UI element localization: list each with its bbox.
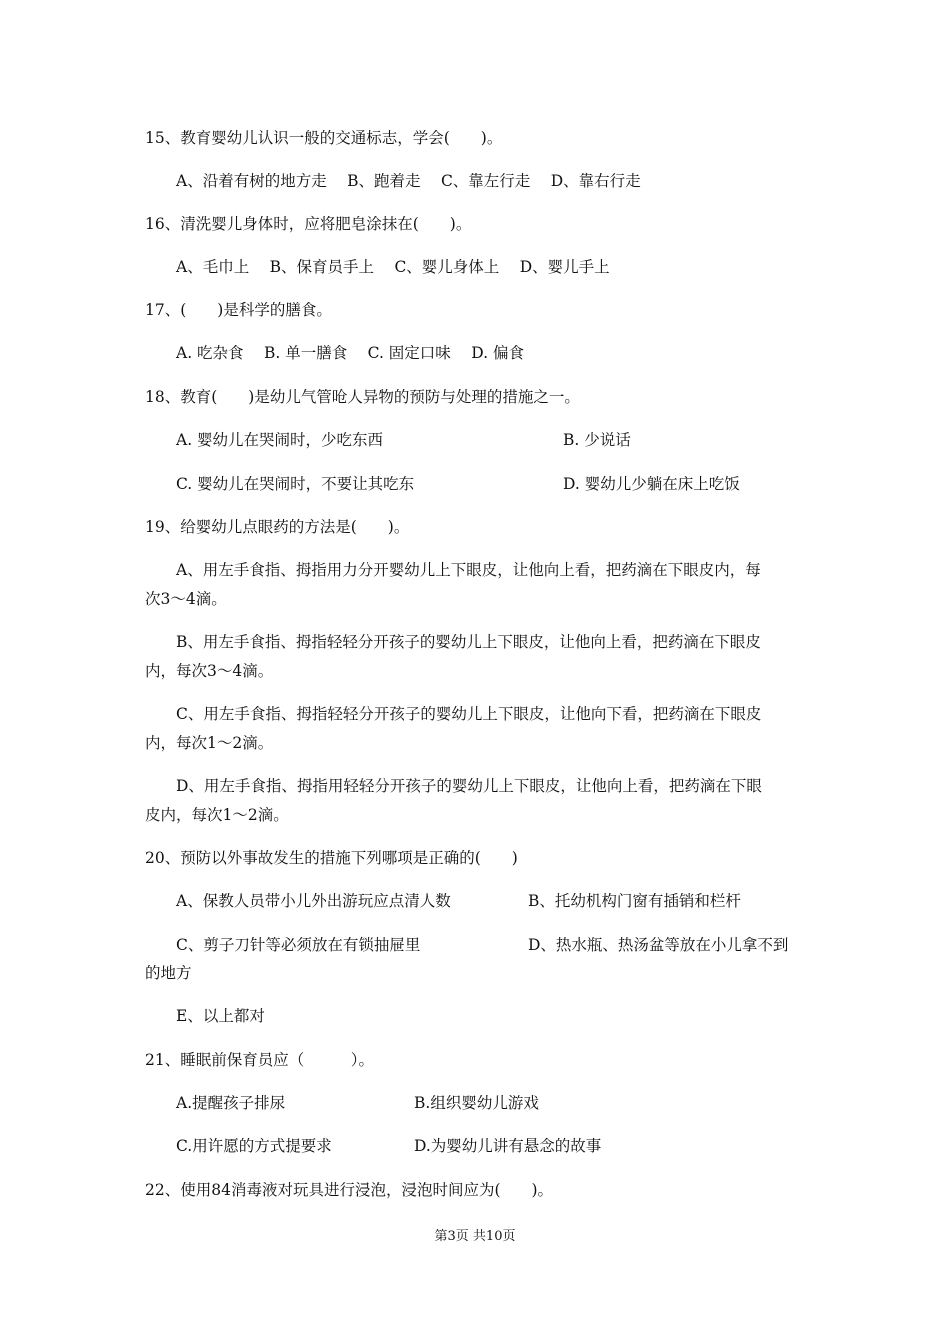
question-19-option-b-line2: 内，每次3～4滴。 xyxy=(145,662,274,680)
question-21-option-b: B.组织婴幼儿游戏 xyxy=(414,1094,539,1112)
question-19-option-c-line1: C、用左手食指、拇指轻轻分开孩子的婴幼儿上下眼皮，让他向下看，把药滴在下眼皮 xyxy=(176,705,762,723)
question-19-option-b-line1: B、用左手食指、拇指轻轻分开孩子的婴幼儿上下眼皮，让他向上看，把药滴在下眼皮 xyxy=(176,633,761,651)
question-18-option-c: C. 婴幼儿在哭闹时，不要让其吃东 xyxy=(176,475,415,493)
question-18-option-b: B. 少说话 xyxy=(563,431,631,449)
question-19-option-a-line1: A、用左手食指、拇指用力分开婴幼儿上下眼皮，让他向上看，把药滴在下眼皮内，每 xyxy=(176,561,761,579)
question-19-stem: 19、给婴幼儿点眼药的方法是( )。 xyxy=(145,518,410,536)
question-20-option-a: A、保教人员带小儿外出游玩应点清人数 xyxy=(176,892,451,910)
question-16-stem: 16、清洗婴儿身体时，应将肥皂涂抹在( )。 xyxy=(145,215,472,233)
question-15-stem: 15、教育婴幼儿认识一般的交通标志，学会( )。 xyxy=(145,129,503,147)
question-16-options: A、毛巾上 B、保育员手上 C、婴儿身体上 D、婴儿手上 xyxy=(176,258,610,276)
question-20-option-d-line2: 的地方 xyxy=(145,964,192,982)
question-21-option-d: D.为婴幼儿讲有悬念的故事 xyxy=(414,1137,602,1155)
question-17-options: A. 吃杂食 B. 单一膳食 C. 固定口味 D. 偏食 xyxy=(176,344,524,362)
question-18-option-d: D. 婴幼儿少躺在床上吃饭 xyxy=(563,475,740,493)
page-footer: 第3页 共10页 xyxy=(434,1229,516,1244)
question-18-option-a: A. 婴幼儿在哭闹时，少吃东西 xyxy=(176,431,384,449)
question-21-option-c: C.用许愿的方式提要求 xyxy=(176,1137,332,1155)
question-19-option-a-line2: 次3～4滴。 xyxy=(145,590,227,608)
question-19-option-d-line2: 皮内，每次1～2滴。 xyxy=(145,806,289,824)
question-15-options: A、沿着有树的地方走 B、跑着走 C、靠左行走 D、靠右行走 xyxy=(176,172,641,190)
question-21-option-a: A.提醒孩子排尿 xyxy=(176,1094,286,1112)
question-17-stem: 17、( )是科学的膳食。 xyxy=(145,301,332,319)
question-18-stem: 18、教育( )是幼儿气管呛人异物的预防与处理的措施之一。 xyxy=(145,388,580,406)
question-19-option-d-line1: D、用左手食指、拇指用轻轻分开孩子的婴幼儿上下眼皮，让他向上看，把药滴在下眼 xyxy=(176,777,762,795)
question-20-option-b: B、托幼机构门窗有插销和栏杆 xyxy=(528,892,741,910)
question-19-option-c-line2: 内，每次1～2滴。 xyxy=(145,734,274,752)
question-20-option-d-line1: D、热水瓶、热汤盆等放在小儿拿不到 xyxy=(528,936,789,954)
question-21-stem: 21、睡眠前保育员应（ ）。 xyxy=(145,1051,374,1069)
question-20-stem: 20、预防以外事故发生的措施下列哪项是正确的( ) xyxy=(145,849,518,867)
question-20-option-c: C、剪子刀针等必须放在有锁抽屉里 xyxy=(176,936,421,954)
question-20-option-e: E、以上都对 xyxy=(176,1007,265,1025)
question-22-stem: 22、使用84消毒液对玩具进行浸泡，浸泡时间应为( )。 xyxy=(145,1181,554,1199)
